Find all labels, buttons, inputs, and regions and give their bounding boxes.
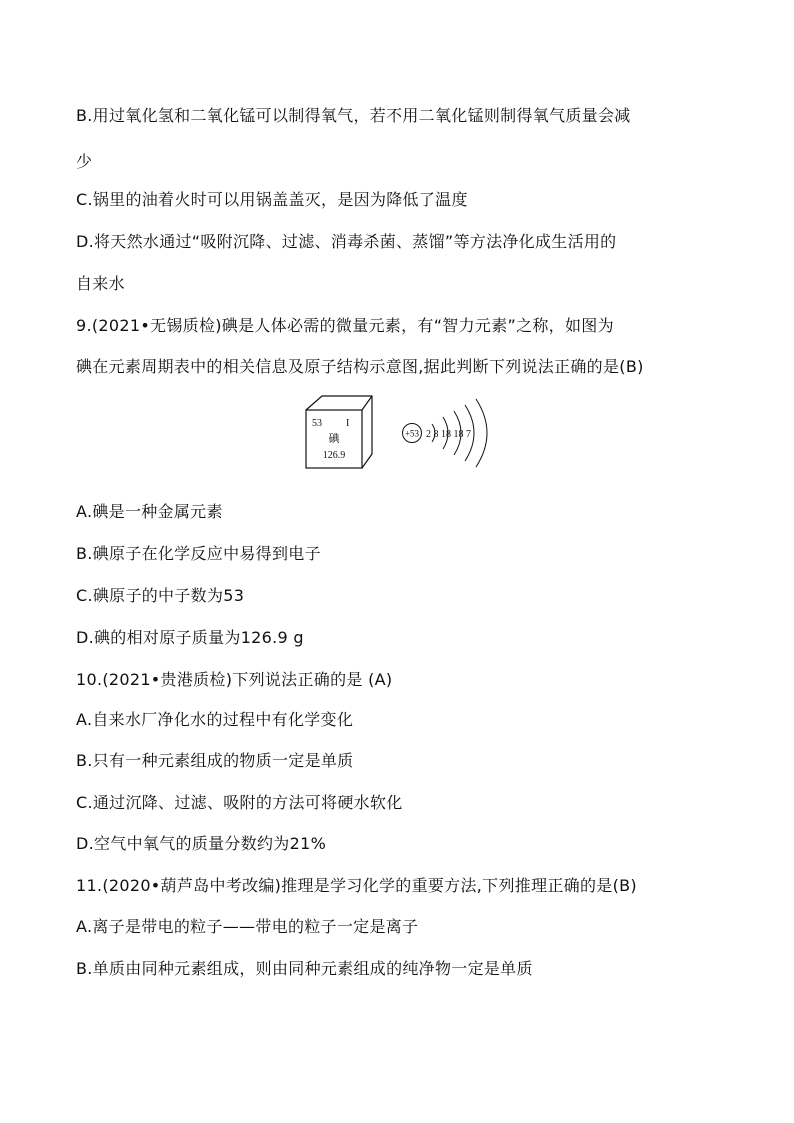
q8-option-c: C.锅里的油着火时可以用锅盖盖灭，是因为降低了温度 bbox=[76, 190, 468, 209]
q8-option-d-line1: D.将天然水通过“吸附沉降、过滤、消毒杀菌、蒸馏”等方法净化成生活用的 bbox=[76, 232, 617, 251]
q11-stem: 11.(2020•葫芦岛中考改编)推理是学习化学的重要方法,下列推理正确的是(B) bbox=[76, 876, 637, 895]
nucleus-charge: +53 bbox=[404, 428, 420, 439]
q10-option-c: C.通过沉降、过滤、吸附的方法可将硬水软化 bbox=[76, 793, 403, 812]
q10-stem: 10.(2021•贵港质检)下列说法正确的是 (A) bbox=[76, 670, 393, 689]
periodic-table-cell bbox=[306, 396, 372, 468]
q10-option-b: B.只有一种元素组成的物质一定是单质 bbox=[76, 751, 354, 770]
q9-stem-line1: 9.(2021•无锡质检)碘是人体必需的微量元素，有“智力元素”之称，如图为 bbox=[76, 316, 614, 335]
q9-option-d: D.碘的相对原子质量为126.9 g bbox=[76, 628, 304, 647]
q9-option-b: B.碘原子在化学反应中易得到电子 bbox=[76, 544, 321, 563]
q8-option-b-line2: 少 bbox=[76, 152, 93, 171]
q9-option-c: C.碘原子的中子数为53 bbox=[76, 586, 245, 605]
element-symbol: I bbox=[346, 418, 350, 429]
q8-option-d-line2: 自来水 bbox=[76, 274, 125, 293]
atomic-number: 53 bbox=[312, 418, 322, 429]
electron-shell-5 bbox=[476, 399, 487, 467]
q10-option-a: A.自来水厂净化水的过程中有化学变化 bbox=[76, 710, 354, 729]
q9-stem-line2: 碘在元素周期表中的相关信息及原子结构示意图,据此判断下列说法正确的是(B) bbox=[76, 357, 644, 376]
q10-option-d: D.空气中氧气的质量分数约为21% bbox=[76, 834, 327, 853]
electron-counts: 2 8 18 18 7 bbox=[426, 429, 471, 440]
q11-option-a: A.离子是带电的粒子——带电的粒子一定是离子 bbox=[76, 917, 419, 936]
iodine-figure bbox=[300, 392, 510, 474]
q9-option-a: A.碘是一种金属元素 bbox=[76, 502, 223, 521]
q11-option-b: B.单质由同种元素组成，则由同种元素组成的纯净物一定是单质 bbox=[76, 959, 533, 978]
relative-atomic-mass: 126.9 bbox=[322, 450, 346, 461]
atomic-structure-diagram bbox=[403, 399, 488, 467]
element-name: 碘 bbox=[328, 433, 340, 445]
q8-option-b-line1: B.用过氧化氢和二氧化锰可以制得氧气，若不用二氧化锰则制得氧气质量会减 bbox=[76, 106, 631, 125]
